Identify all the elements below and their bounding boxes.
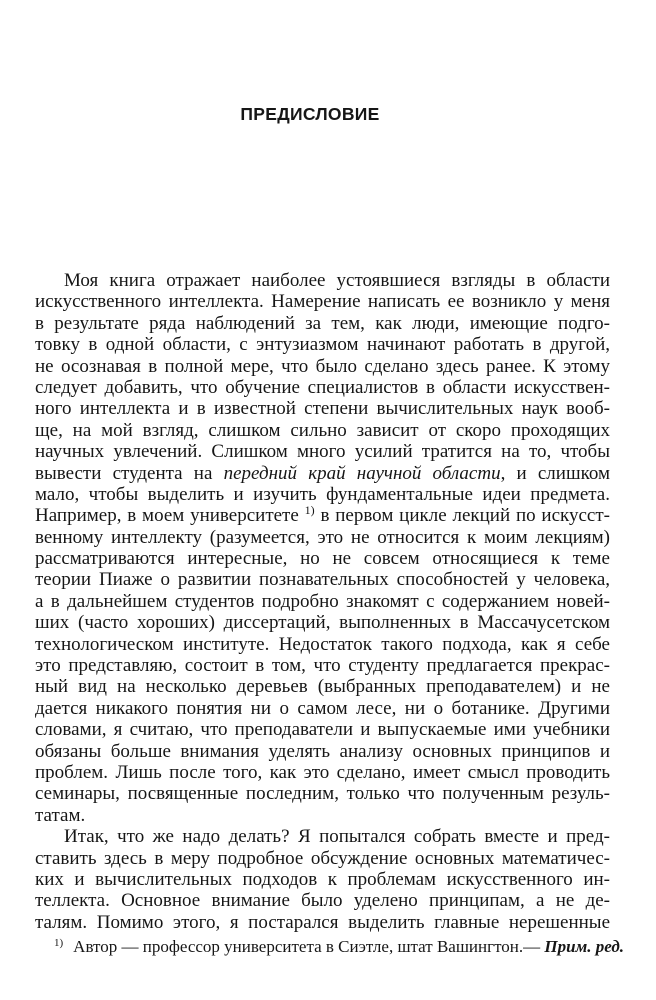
text-line: рассматриваются интересные, но не совсем относящиеся к теме (35, 548, 610, 570)
text-line: научных увлечений. Слишком много усилий тратится на то, чтобы (35, 441, 610, 463)
text-line: семинары, посвященные последним, только что полученным резуль- (35, 783, 610, 805)
footnote-text: Автор — профессор университета в Сиэтле, штат Вашингтон.— (73, 937, 541, 956)
text-fragment: в первом цикле лекций по искусст- (314, 505, 610, 527)
text-line: а в дальнейшем студентов подробно знакомят с содержанием новей- (35, 590, 610, 612)
text-line: дается никакого понятия ни о самом лесе, ни о ботанике. Другими (35, 697, 610, 719)
text-line: не осознавая в полной мере, что было сделано здесь ранее. К этому (35, 355, 610, 377)
editor-note: Прим. ред. (544, 937, 625, 956)
text-line: ших (часто хороших) диссертаций, выполненных в Массачусетском (35, 612, 610, 634)
text-line: товку в одной области, с энтузиазмом начинают работать в другой, (35, 334, 610, 356)
text-line: венному интеллекту (разумеется, это не относится к моим лекциям) (35, 526, 610, 548)
text-line: обязаны больше внимания уделять анализу основных принципов и (35, 740, 610, 762)
page-title: ПРЕДИСЛОВИЕ (240, 104, 380, 124)
text-line: в результате ряда наблюдений за тем, как люди, имеющие подго- (35, 312, 610, 334)
text-line-with-footnote-ref (35, 505, 610, 526)
body-text (35, 270, 610, 933)
text-line: искусственного интеллекта. Намерение написать ее возникло у меня (35, 291, 610, 313)
text-fragment: Например, в моем университете (35, 505, 305, 527)
text-line: Моя книга отражает наиболее устоявшиеся взгляды в области (64, 270, 610, 291)
text-line-last: татам. (35, 804, 86, 826)
text-line: следует добавить, что обучение специалистов в области искусствен- (35, 376, 610, 398)
text-line: теории Пиаже о развитии познавательных способностей у человека, (35, 569, 610, 591)
footnote-reference: 1) (304, 505, 315, 518)
text-line: талям. Помимо этого, я постарался выделить главные нерешенные (35, 911, 610, 933)
text-line: мало, чтобы выделить и изучить фундаментальные идеи предмета. (35, 483, 610, 505)
text-line: ставить здесь в меру подробное обсуждение основных математичес- (35, 847, 610, 869)
text-line-with-italic (35, 463, 610, 484)
text-line: проблем. Лишь после того, как это сделано, имеет смысл проводить (35, 761, 610, 783)
text-line: теллекта. Основное внимание было уделено принципам, а не де- (35, 890, 610, 912)
text-line: это представляю, состоит в том, что студенту предлагается прекрас- (35, 655, 610, 677)
text-line: ный вид на несколько деревьев (выбранных преподавателем) и не (35, 676, 610, 698)
text-line: технологическом институте. Недостаток такого подхода, как я себе (35, 633, 610, 655)
text-line: ще, на мой взгляд, слишком сильно зависит от скоро проходящих (35, 419, 610, 441)
text-line: Итак, что же надо делать? Я попытался собрать вместе и пред- (64, 826, 610, 848)
text-line: словами, я считаю, что преподаватели и выпускаемые ими учебники (35, 719, 610, 741)
text-line: ких и вычислительных подходов к проблемам искусственного ин- (35, 868, 610, 890)
italic-phrase: передний край научной области (223, 462, 501, 484)
text-fragment: , и слишком (500, 462, 610, 484)
footnote (54, 937, 625, 957)
footnote-mark: 1) (54, 937, 64, 949)
text-fragment: вывести студента на (35, 462, 224, 484)
text-line: ного интеллекта и в известной степени вычислительных наук вооб- (35, 398, 610, 420)
